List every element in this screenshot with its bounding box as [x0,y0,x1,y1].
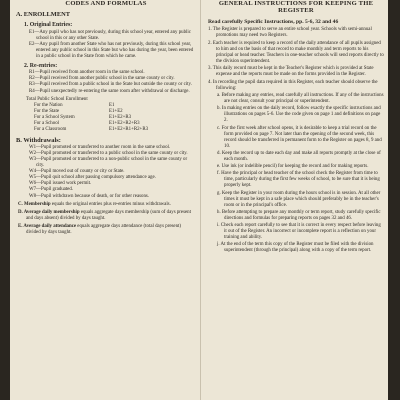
code-r1: R1—Pupil received from another room in the same school. [29,70,145,76]
original-entries-heading: 1. Original Entries: [24,22,73,29]
code-r3: R3—Pupil received from a public school in the State but outside the county or city. [29,82,192,88]
instructions-column [208,0,384,254]
instructions-heading: GENERAL INSTRUCTIONS FOR KEEPING THE REGISTER [218,0,374,15]
code-r4: R4—Pupil unexpectedly re-entering the same room after withdrawal or discharge. [29,88,190,94]
code-w3: W3—Pupil promoted or transferred to a non-public school in the same county or city. [29,156,188,169]
avg-daily-membership-definition: D. Average daily membership equals aggregate days membership (sum of days present and days absent) divided by days taught. [18,209,191,221]
code-w4: W4—Pupil moved out of county or city or State. [29,169,125,175]
avg-daily-attendance-definition: E. Average daily attendance equals aggregate days attendance (total days present) divided by days taught. [18,223,182,235]
withdrawals-heading: B. Withdrawals: [16,136,61,144]
enrollment-heading: A. ENROLLMENT [16,11,70,19]
code-w6: W6—Pupil issued work permit. [29,181,92,187]
instructions-intro: Read carefully Specific Instructions, pp. 5-6, 32 and 46 [208,18,339,25]
column-divider [200,0,201,400]
enrollment-formula-table [34,103,184,133]
code-w8: W8—Pupil withdrawn because of death, or for other reasons. [29,193,150,199]
code-w5: W5—Pupil quit school after passing compulsory attendance age. [29,175,156,181]
instruction-item: 3. This daily record must be kept in the Teacher's Register which is provided at State expense and the reports must be made on the forms provided in the Register. [208,66,374,78]
instruction-subitem: i. Check each report carefully to see that it is correct in every respect before leaving it out of the Register. An incorrect or incomplete report is a reflection on your training and ability. [217,222,381,241]
instruction-item: 4. In recording the pupil data required in this Register, each teacher should observe the following: [208,79,378,92]
table-row: For the State E1+E2 [34,108,123,114]
instruction-subitem: f. Have the principal or head teacher of the school check the Register from time to time, particularly during the first few weeks of school, to be sure that it is being properly kept. [217,171,380,189]
table-row: For a School System E1+E2+R3 [34,114,132,120]
register-page [10,0,388,400]
instruction-subitem: j. At the end of the term this copy of the Register must be filed with the division superintendent (through the principal) along with a copy of the term report. [217,242,374,254]
instruction-subitem: c. For the first week after school opens, it is desirable to keep a trial record on the form provided on page 7. Not later than the opening of the second week, this record should be transferred in permanent form to the Register on pages 8, 9 and 10. [217,125,382,149]
codes-heading: CODES AND FORMULAS [65,0,147,7]
code-e2: E2—Any pupil from another State who has not previously, during this school year, entered any public school in this State but who has during the year, been entered in a public school in the State from which he came. [29,41,194,59]
instruction-subitem: d. Keep the record up to date each day and make all reports promptly at the close of each month. [217,150,381,163]
membership-definition: C. Membership equals the original entries plus re-entries minus withdrawals. [18,201,171,207]
code-w7: W7—Pupil graduated. [29,187,74,193]
table-row: For a School E1+E2+R2+R3 [34,120,140,126]
instruction-subitem: a. Before making any entries, read carefully all instructions. If any of the instructions are not clear, consult your principal or superintendent. [217,93,384,105]
code-e1: E1—Any pupil who has not previously, during this school year, entered any public school in this or any other State. [29,29,191,41]
code-w2: W2—Pupil promoted or transferred to a public school in the same county or city. [29,150,188,156]
instruction-subitem: h. Before attempting to prepare any monthly or term report, study carefully specific directions and formulas for preparing reports on pages 32 and 46. [217,209,381,221]
code-w1: W1—Pupil promoted or transferred to another room in the same school. [29,144,171,150]
instruction-item: 1. The Register is prepared to serve an entire school year. Schools with semi-annual promotions may need two Registers. [208,27,372,39]
instruction-subitem: b. In making entries on the daily record, follow exactly the specific instructions and illustrations on pages 5-6. Use the code given on page 1 and definitions on page 2. [217,106,381,124]
instruction-item: 2. Each teacher is required to keep a record of the daily attendance of all pupils assigned to him and on the basis of that record to make monthly and term reports to his principal or head teacher. Teachers in one-teacher schools will send reports directly to the division superintendent. [208,40,384,64]
total-enrollment-heading: Total Public School Enrollment [26,96,88,102]
table-row: For the Nation E1 [34,102,115,108]
table-row: For a Classroom E1+E2+R1+R2+R3 [34,126,149,132]
code-r2: R2—Pupil received from another public school in the same county or city. [29,76,175,82]
re-entries-heading: 2. Re-entries: [24,63,58,70]
codes-column [16,0,196,236]
instruction-subitem: g. Keep the Register in your room during the hours school is in session. At all other times it must be kept in a safe place which should preferably be in the teacher's room or in the principal's office. [217,190,381,208]
instruction-subitem: e. Use ink (or indelible pencil) for keeping the record and for making reports. [217,164,369,170]
